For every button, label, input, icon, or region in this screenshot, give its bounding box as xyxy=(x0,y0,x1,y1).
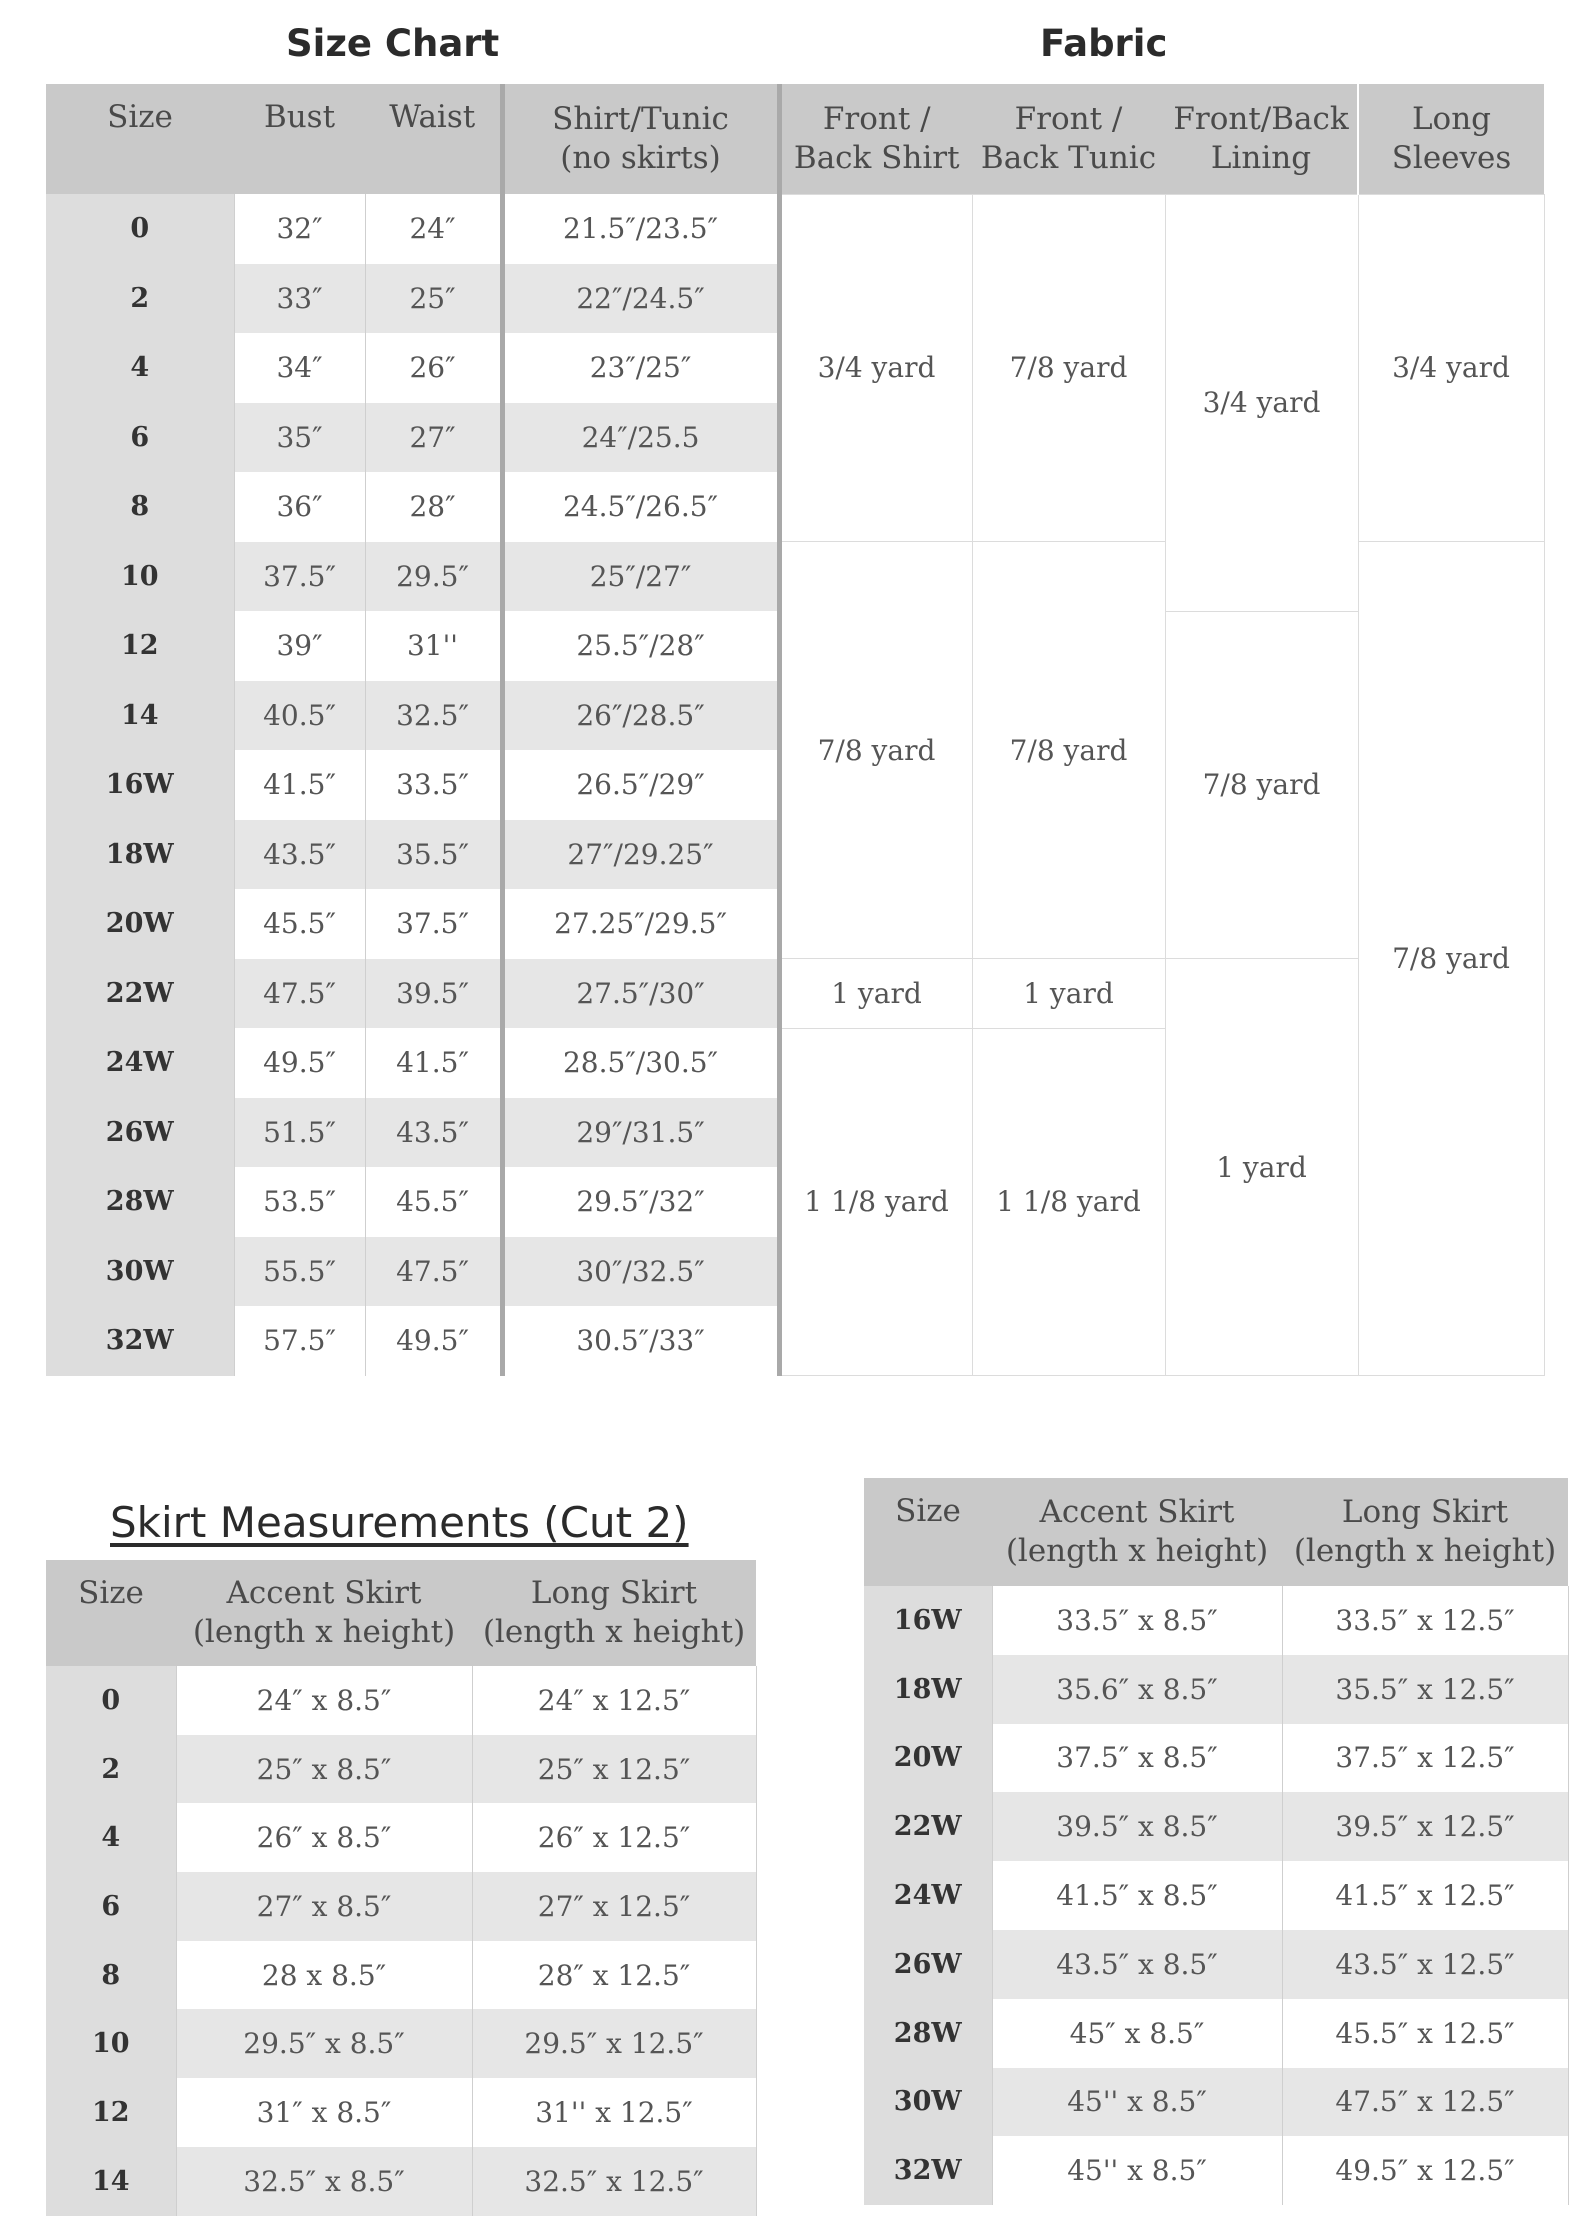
waist-cell: 32.5″ xyxy=(365,681,502,751)
fabric-lining-cell: 7/8 yard xyxy=(1165,611,1358,959)
long-skirt-cell: 29.5″ x 12.5″ xyxy=(472,2009,756,2078)
accent-skirt-cell: 41.5″ x 8.5″ xyxy=(992,1861,1282,1930)
size-cell: 24W xyxy=(864,1861,992,1930)
skirt-plus-header-long-line1: Long Skirt xyxy=(1341,1494,1509,1530)
shirt-tunic-cell: 29.5″/32″ xyxy=(502,1167,779,1237)
skirt-header-accent-line1: Accent Skirt xyxy=(226,1575,422,1611)
size-cell: 10 xyxy=(46,542,234,612)
shirt-tunic-cell: 21.5″/23.5″ xyxy=(502,194,779,264)
shirt-tunic-cell: 23″/25″ xyxy=(502,333,779,403)
bust-cell: 33″ xyxy=(234,264,365,334)
fabric-title: Fabric xyxy=(1040,22,1168,65)
fabric-shirt-cell: 1 1/8 yard xyxy=(779,1028,972,1376)
header-front-back-tunic xyxy=(972,84,1165,194)
size-cell: 12 xyxy=(46,611,234,681)
size-cell: 26W xyxy=(864,1930,992,1999)
accent-skirt-cell: 25″ x 8.5″ xyxy=(176,1735,472,1804)
size-chart-body xyxy=(46,194,1544,1376)
table-row xyxy=(46,1735,756,1804)
fabric-sleeves-cell: 7/8 yard xyxy=(1358,542,1544,1376)
size-cell: 2 xyxy=(46,264,234,334)
table-row xyxy=(46,1666,756,1735)
header-front-back-tunic-line2: Back Tunic xyxy=(980,139,1157,176)
skirt-plus-header-size: Size xyxy=(864,1478,992,1586)
shirt-tunic-cell: 24″/25.5 xyxy=(502,403,779,473)
skirt-measurements-title: Skirt Measurements (Cut 2) xyxy=(110,1498,689,1547)
size-cell: 20W xyxy=(864,1724,992,1793)
table-row xyxy=(864,2136,1568,2205)
shirt-tunic-cell: 26″/28.5″ xyxy=(502,681,779,751)
table-row xyxy=(864,1655,1568,1724)
table-row xyxy=(864,2068,1568,2137)
accent-skirt-cell: 43.5″ x 8.5″ xyxy=(992,1930,1282,1999)
size-cell: 18W xyxy=(864,1655,992,1724)
header-front-back-shirt-line1: Front / xyxy=(822,100,931,137)
size-cell: 10 xyxy=(46,2009,176,2078)
skirt-table-plus xyxy=(864,1478,1569,2205)
shirt-tunic-cell: 29″/31.5″ xyxy=(502,1098,779,1168)
accent-skirt-cell: 39.5″ x 8.5″ xyxy=(992,1792,1282,1861)
long-skirt-cell: 47.5″ x 12.5″ xyxy=(1282,2068,1568,2137)
bust-cell: 57.5″ xyxy=(234,1306,365,1376)
bust-cell: 43.5″ xyxy=(234,820,365,890)
size-cell: 28W xyxy=(864,1999,992,2068)
header-bust: Bust xyxy=(234,84,365,194)
accent-skirt-cell: 26″ x 8.5″ xyxy=(176,1803,472,1872)
skirt-header-accent-line2: (length x height) xyxy=(192,1614,456,1650)
size-cell: 0 xyxy=(46,1666,176,1735)
accent-skirt-cell: 28 x 8.5″ xyxy=(176,1941,472,2010)
waist-cell: 28″ xyxy=(365,472,502,542)
header-long-sleeves xyxy=(1358,84,1544,194)
header-front-back-lining xyxy=(1165,84,1358,194)
long-skirt-cell: 45.5″ x 12.5″ xyxy=(1282,1999,1568,2068)
bust-cell: 45.5″ xyxy=(234,889,365,959)
table-row xyxy=(46,959,1544,1029)
table-row xyxy=(864,1586,1568,1655)
fabric-tunic-cell: 7/8 yard xyxy=(972,194,1165,542)
header-front-back-shirt-line2: Back Shirt xyxy=(793,139,960,176)
waist-cell: 24″ xyxy=(365,194,502,264)
header-size: Size xyxy=(46,84,234,194)
table-row xyxy=(864,1861,1568,1930)
waist-cell: 25″ xyxy=(365,264,502,334)
header-front-back-lining-line1: Front/Back xyxy=(1173,100,1349,137)
fabric-sleeves-cell: 3/4 yard xyxy=(1358,194,1544,542)
size-cell: 14 xyxy=(46,681,234,751)
bust-cell: 40.5″ xyxy=(234,681,365,751)
size-cell: 4 xyxy=(46,1803,176,1872)
bust-cell: 51.5″ xyxy=(234,1098,365,1168)
long-skirt-cell: 32.5″ x 12.5″ xyxy=(472,2147,756,2216)
skirt-table-plus-body xyxy=(864,1586,1568,2205)
shirt-tunic-cell: 30″/32.5″ xyxy=(502,1237,779,1307)
waist-cell: 35.5″ xyxy=(365,820,502,890)
table-row xyxy=(864,1999,1568,2068)
waist-cell: 47.5″ xyxy=(365,1237,502,1307)
waist-cell: 41.5″ xyxy=(365,1028,502,1098)
waist-cell: 29.5″ xyxy=(365,542,502,612)
long-skirt-cell: 28″ x 12.5″ xyxy=(472,1941,756,2010)
accent-skirt-cell: 45'' x 8.5″ xyxy=(992,2068,1282,2137)
long-skirt-cell: 26″ x 12.5″ xyxy=(472,1803,756,1872)
accent-skirt-cell: 35.6″ x 8.5″ xyxy=(992,1655,1282,1724)
waist-cell: 27″ xyxy=(365,403,502,473)
shirt-tunic-cell: 26.5″/29″ xyxy=(502,750,779,820)
long-skirt-cell: 31'' x 12.5″ xyxy=(472,2078,756,2147)
header-shirt-tunic-line1: Shirt/Tunic xyxy=(552,101,729,137)
size-cell: 8 xyxy=(46,472,234,542)
fabric-shirt-cell: 7/8 yard xyxy=(779,542,972,959)
size-cell: 12 xyxy=(46,2078,176,2147)
long-skirt-cell: 43.5″ x 12.5″ xyxy=(1282,1930,1568,1999)
size-cell: 0 xyxy=(46,194,234,264)
shirt-tunic-cell: 27″/29.25″ xyxy=(502,820,779,890)
size-cell: 32W xyxy=(864,2136,992,2205)
size-cell: 8 xyxy=(46,1941,176,2010)
fabric-tunic-cell: 1 yard xyxy=(972,959,1165,1029)
shirt-tunic-cell: 27.25″/29.5″ xyxy=(502,889,779,959)
size-chart-title: Size Chart xyxy=(286,22,500,65)
accent-skirt-cell: 24″ x 8.5″ xyxy=(176,1666,472,1735)
waist-cell: 26″ xyxy=(365,333,502,403)
long-skirt-cell: 24″ x 12.5″ xyxy=(472,1666,756,1735)
header-long-sleeves-line1: Long xyxy=(1411,100,1492,137)
accent-skirt-cell: 33.5″ x 8.5″ xyxy=(992,1586,1282,1655)
skirt-header-long-line2: (length x height) xyxy=(482,1614,746,1650)
bust-cell: 41.5″ xyxy=(234,750,365,820)
accent-skirt-cell: 45″ x 8.5″ xyxy=(992,1999,1282,2068)
shirt-tunic-cell: 22″/24.5″ xyxy=(502,264,779,334)
header-shirt-tunic xyxy=(502,84,779,194)
skirt-header-long-line1: Long Skirt xyxy=(530,1575,698,1611)
waist-cell: 49.5″ xyxy=(365,1306,502,1376)
size-cell: 4 xyxy=(46,333,234,403)
long-skirt-cell: 27″ x 12.5″ xyxy=(472,1872,756,1941)
shirt-tunic-cell: 27.5″/30″ xyxy=(502,959,779,1029)
accent-skirt-cell: 29.5″ x 8.5″ xyxy=(176,2009,472,2078)
skirt-header-accent xyxy=(176,1560,472,1666)
skirt-header-size: Size xyxy=(46,1560,176,1666)
bust-cell: 35″ xyxy=(234,403,365,473)
skirt-plus-header-accent-line2: (length x height) xyxy=(1005,1533,1269,1569)
size-cell: 28W xyxy=(46,1167,234,1237)
size-cell: 24W xyxy=(46,1028,234,1098)
size-cell: 22W xyxy=(864,1792,992,1861)
long-skirt-cell: 33.5″ x 12.5″ xyxy=(1282,1586,1568,1655)
accent-skirt-cell: 27″ x 8.5″ xyxy=(176,1872,472,1941)
skirt-table xyxy=(46,1560,757,2216)
header-front-back-shirt xyxy=(779,84,972,194)
header-front-back-tunic-line1: Front / xyxy=(1014,100,1123,137)
accent-skirt-cell: 37.5″ x 8.5″ xyxy=(992,1724,1282,1793)
long-skirt-cell: 37.5″ x 12.5″ xyxy=(1282,1724,1568,1793)
size-cell: 16W xyxy=(46,750,234,820)
waist-cell: 43.5″ xyxy=(365,1098,502,1168)
table-row xyxy=(864,1792,1568,1861)
fabric-tunic-cell: 1 1/8 yard xyxy=(972,1028,1165,1376)
table-row xyxy=(46,194,1544,264)
long-skirt-cell: 49.5″ x 12.5″ xyxy=(1282,2136,1568,2205)
size-cell: 16W xyxy=(864,1586,992,1655)
long-skirt-cell: 25″ x 12.5″ xyxy=(472,1735,756,1804)
bust-cell: 37.5″ xyxy=(234,542,365,612)
size-cell: 30W xyxy=(46,1237,234,1307)
skirt-header-long xyxy=(472,1560,756,1666)
shirt-tunic-cell: 25″/27″ xyxy=(502,542,779,612)
bust-cell: 39″ xyxy=(234,611,365,681)
skirt-plus-header-long xyxy=(1282,1478,1568,1586)
table-row xyxy=(46,1803,756,1872)
skirt-plus-header-accent xyxy=(992,1478,1282,1586)
bust-cell: 47.5″ xyxy=(234,959,365,1029)
table-row xyxy=(46,2147,756,2216)
size-cell: 32W xyxy=(46,1306,234,1376)
waist-cell: 31'' xyxy=(365,611,502,681)
size-cell: 18W xyxy=(46,820,234,890)
shirt-tunic-cell: 24.5″/26.5″ xyxy=(502,472,779,542)
accent-skirt-cell: 32.5″ x 8.5″ xyxy=(176,2147,472,2216)
waist-cell: 37.5″ xyxy=(365,889,502,959)
size-cell: 2 xyxy=(46,1735,176,1804)
table-row xyxy=(864,1724,1568,1793)
shirt-tunic-cell: 28.5″/30.5″ xyxy=(502,1028,779,1098)
bust-cell: 34″ xyxy=(234,333,365,403)
size-cell: 22W xyxy=(46,959,234,1029)
skirt-table-body xyxy=(46,1666,756,2216)
table-row xyxy=(864,1930,1568,1999)
bust-cell: 53.5″ xyxy=(234,1167,365,1237)
long-skirt-cell: 41.5″ x 12.5″ xyxy=(1282,1861,1568,1930)
header-waist: Waist xyxy=(365,84,502,194)
bust-cell: 36″ xyxy=(234,472,365,542)
fabric-shirt-cell: 1 yard xyxy=(779,959,972,1029)
size-chart-table xyxy=(46,84,1545,1376)
header-long-sleeves-line2: Sleeves xyxy=(1391,139,1512,176)
size-cell: 26W xyxy=(46,1098,234,1168)
shirt-tunic-cell: 25.5″/28″ xyxy=(502,611,779,681)
size-cell: 20W xyxy=(46,889,234,959)
size-cell: 14 xyxy=(46,2147,176,2216)
table-row xyxy=(46,1872,756,1941)
fabric-lining-cell: 3/4 yard xyxy=(1165,194,1358,611)
waist-cell: 45.5″ xyxy=(365,1167,502,1237)
accent-skirt-cell: 45'' x 8.5″ xyxy=(992,2136,1282,2205)
fabric-tunic-cell: 7/8 yard xyxy=(972,542,1165,959)
table-row xyxy=(46,2009,756,2078)
fabric-shirt-cell: 3/4 yard xyxy=(779,194,972,542)
fabric-lining-cell: 1 yard xyxy=(1165,959,1358,1376)
bust-cell: 49.5″ xyxy=(234,1028,365,1098)
size-cell: 6 xyxy=(46,1872,176,1941)
shirt-tunic-cell: 30.5″/33″ xyxy=(502,1306,779,1376)
long-skirt-cell: 39.5″ x 12.5″ xyxy=(1282,1792,1568,1861)
bust-cell: 32″ xyxy=(234,194,365,264)
size-cell: 30W xyxy=(864,2068,992,2137)
skirt-plus-header-accent-line1: Accent Skirt xyxy=(1039,1494,1235,1530)
accent-skirt-cell: 31″ x 8.5″ xyxy=(176,2078,472,2147)
waist-cell: 39.5″ xyxy=(365,959,502,1029)
long-skirt-cell: 35.5″ x 12.5″ xyxy=(1282,1655,1568,1724)
header-shirt-tunic-line2: (no skirts) xyxy=(560,140,721,176)
size-cell: 6 xyxy=(46,403,234,473)
bust-cell: 55.5″ xyxy=(234,1237,365,1307)
header-front-back-lining-line2: Lining xyxy=(1210,139,1312,176)
table-row xyxy=(46,1941,756,2010)
waist-cell: 33.5″ xyxy=(365,750,502,820)
table-row xyxy=(46,2078,756,2147)
skirt-plus-header-long-line2: (length x height) xyxy=(1293,1533,1557,1569)
